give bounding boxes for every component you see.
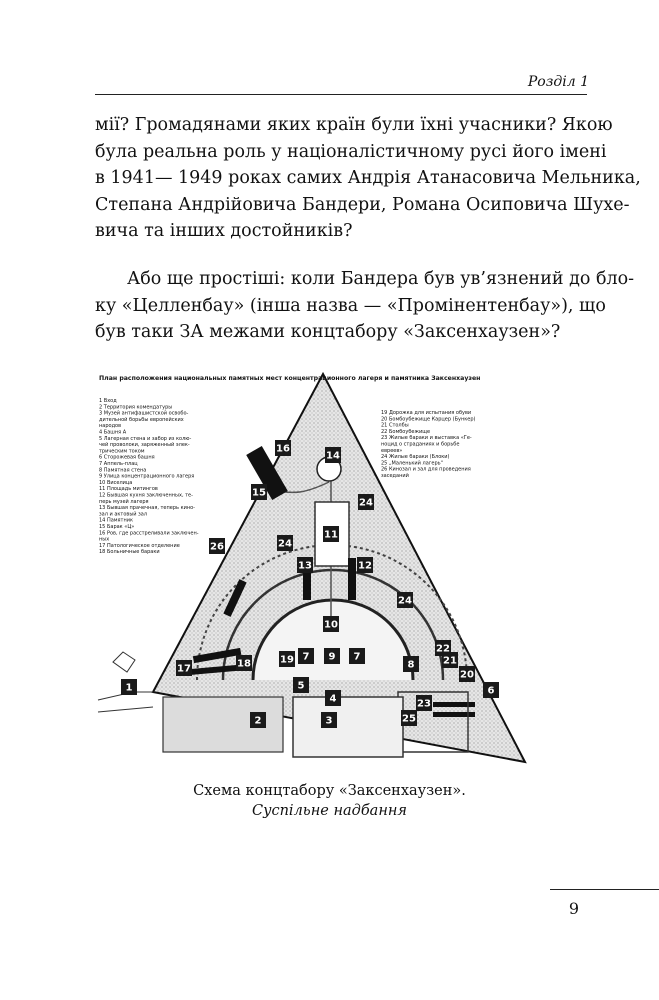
legend-entry: 5 Лагерная стена и забор из колю- (99, 435, 192, 442)
page-number: 9 (568, 899, 579, 918)
legend-entry: 21 Столбы (381, 422, 409, 429)
legend-entry: евреев» (381, 447, 403, 454)
camp-map-figure (93, 362, 538, 767)
header-rule (95, 94, 587, 95)
map-marker-label: 17 (177, 663, 191, 675)
legend-entry: 1 Вход (99, 398, 117, 404)
map-marker-label: 11 (324, 529, 338, 541)
map-marker-label: 21 (443, 655, 457, 667)
text-line: Степана Андрійовича Бандери, Романа Осиповича Шухе- (95, 194, 630, 215)
legend-entry: 17 Патологическое отделение (99, 542, 180, 549)
legend-entry: перь музей лагеря (99, 498, 149, 505)
text-line: була реальна роль у націоналістичному русі його імені (95, 141, 607, 162)
legend-entry: 4 Башня А (99, 429, 127, 436)
map-marker-label: 22 (436, 643, 450, 655)
map-marker-label: 15 (252, 487, 266, 499)
legend-entry: 11 Площадь митингов (99, 486, 158, 493)
figure-credit: Суспільне надбання (251, 803, 408, 819)
map-marker-label: 7 (353, 651, 361, 663)
legend-entry: чей проволоки, заряженный элек- (99, 442, 190, 449)
legend-left (99, 398, 199, 555)
text-line: в 1941— 1949 роках самих Андрія Атанасовича Мельника, (95, 168, 641, 189)
legend-entry: 19 Дорожка для испытания обуви (381, 410, 472, 416)
map-marker-label: 14 (326, 450, 340, 462)
map-marker-label: 19 (280, 654, 294, 666)
map-marker-label: 10 (324, 619, 338, 631)
legend-entry: 25 „Маленький лагерь“ (381, 460, 444, 467)
legend-entry: 2 Территория комендатуры (99, 404, 173, 411)
map-marker-label: 24 (398, 595, 412, 607)
legend-entry: 10 Виселица (99, 479, 133, 486)
legend-entry: 14 Памятник (99, 517, 134, 524)
camp-map (93, 362, 538, 767)
text-line: Або ще простіші: коли Бандера був ув’язнений до бло- (127, 269, 635, 289)
map-marker-label: 18 (237, 658, 251, 670)
figure-caption: Схема концтабору «Заксенхаузен». (193, 783, 466, 799)
legend-entry: народов (99, 423, 122, 430)
legend-entry: 6 Сторожевая башня (99, 454, 155, 461)
text-line: був таки ЗА межами концтабору «Заксенхаузен»? (95, 322, 561, 343)
legend-entry: ных (99, 536, 110, 543)
legend-entry: заседаний (381, 473, 409, 479)
legend-entry: дительной борьбы европейских (99, 416, 184, 423)
legend-entry: 7 Аппель-плац (99, 461, 138, 467)
legend-entry: 13 Бывшая прачечная, теперь кино- (99, 505, 195, 512)
map-marker-label: 8 (407, 659, 415, 671)
map-title: План расположения национальных памятных мест концентрационного лагеря и памятника Заксенхаузен (99, 375, 481, 382)
legend-entry: зал и актовый зал (99, 511, 148, 518)
legend-entry: 23 Жилые бараки и выставка «Ге- (381, 435, 472, 442)
map-marker-label: 24 (278, 538, 292, 550)
map-marker-label: 3 (325, 715, 333, 727)
map-marker-label: 12 (358, 560, 372, 572)
museum-area (293, 697, 403, 757)
outside-building (113, 652, 135, 672)
map-marker-label: 4 (329, 693, 337, 705)
text-line: вича та інших достойників? (95, 221, 353, 242)
map-marker-label: 20 (460, 669, 474, 681)
map-marker-label: 25 (402, 713, 416, 725)
map-marker-label: 6 (487, 685, 495, 697)
legend-right (381, 410, 476, 479)
paragraph-2 (95, 266, 635, 346)
legend-entry: 22 Бомбоубежище (381, 428, 431, 435)
legend-entry: 8 Памятная стена (99, 467, 147, 474)
map-marker-label: 23 (417, 698, 431, 710)
legend-entry: 20 Бомбоубежище Карцер (Бункер) (381, 416, 476, 423)
text-line: ку «Целленбау» (інша назва — «Промінентенбау»), що (95, 295, 606, 316)
map-marker-label: 24 (359, 497, 373, 509)
map-marker-label: 26 (210, 541, 224, 553)
map-marker-label: 7 (302, 651, 310, 663)
legend-entry: трическим током (99, 448, 145, 455)
text-line: мії? Громадянами яких країн були їхні учасники? Якою (95, 115, 613, 135)
map-marker-label: 5 (297, 680, 305, 692)
map-marker-label: 1 (125, 682, 133, 694)
legend-entry: ноцид о страданиях и борьбе (381, 441, 460, 448)
kitchen-block (348, 558, 356, 600)
map-marker-label: 13 (298, 560, 312, 572)
footer-rule (550, 889, 659, 890)
legend-entry: 18 Больничные бараки (99, 549, 160, 556)
map-marker-label: 16 (276, 443, 290, 455)
chapter-header: Розділ 1 (527, 74, 589, 90)
legend-entry: 9 Улица концентрационного лагеря (99, 473, 195, 480)
legend-entry: 15 Барак «Ц» (99, 524, 135, 530)
map-marker-label: 2 (254, 715, 262, 727)
legend-entry: 26 Кинозал и зал для проведения (381, 466, 471, 473)
map-marker-label: 9 (328, 651, 336, 663)
legend-entry: 12 Бывшая кухня заключенных, те- (99, 492, 193, 499)
paragraph-1 (95, 112, 641, 245)
legend-entry: 24 Жилые бараки (Блоки) (381, 454, 450, 461)
legend-entry: 3 Музей антифашистской освобо- (99, 410, 189, 417)
outer-road (98, 707, 153, 712)
legend-entry: 16 Ров, где расстреливали заключен- (99, 530, 199, 537)
